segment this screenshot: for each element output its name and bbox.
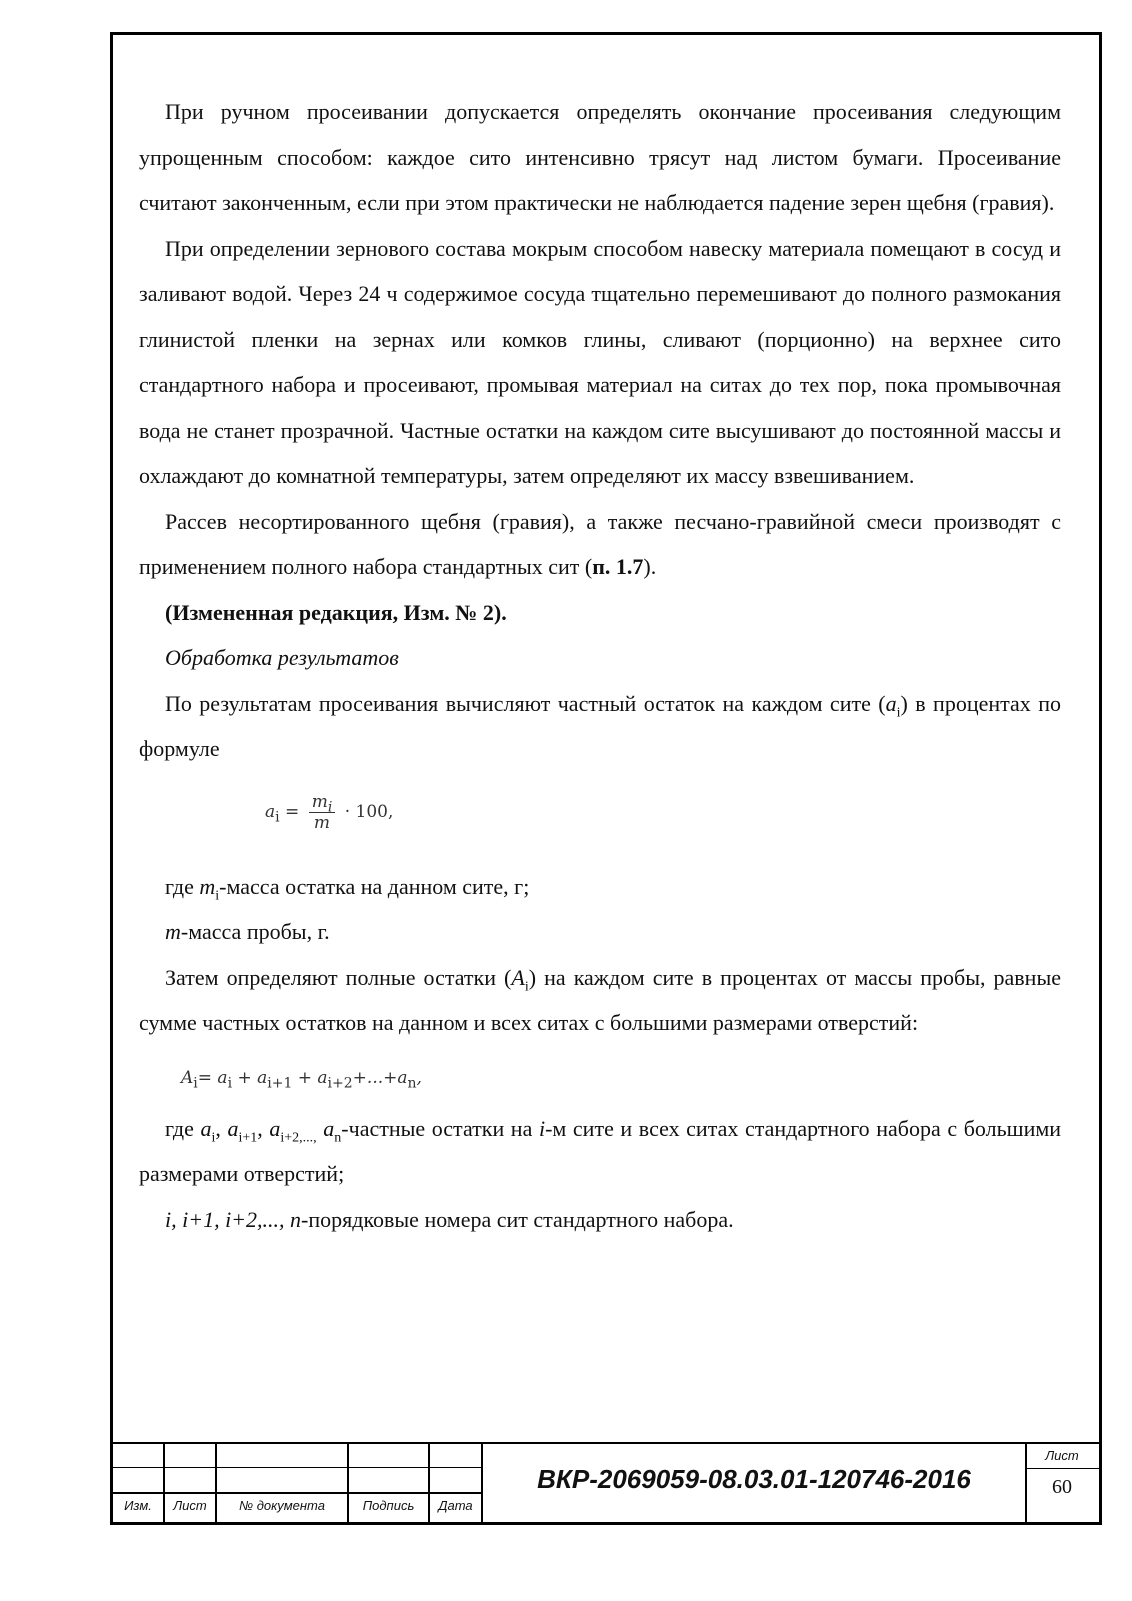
paragraph-text: По результатам просеивания вычисляют частный остаток на каждом сите ( bbox=[165, 690, 886, 716]
formula-sub: i+1 bbox=[267, 1074, 293, 1091]
subscript: i bbox=[524, 978, 529, 994]
formula-full-residue-text bbox=[181, 1056, 422, 1102]
formula-sub: i bbox=[275, 808, 280, 825]
paragraph-text: ) на каждом сите в процентах от массы пробы, равные сумме частных остатков на данном и всех ситах с большими размерами отверстий: bbox=[139, 964, 1062, 1035]
document-code: ВКР-2069059-08.03.01-120746-2016 bbox=[537, 1464, 971, 1494]
document-sheet bbox=[110, 32, 1102, 1525]
formula-var: a bbox=[265, 801, 276, 822]
paragraph-text: -порядковые номера сит стандартного набора. bbox=[301, 1206, 734, 1232]
paragraph-where-mi bbox=[139, 864, 1061, 910]
formula-term: + a bbox=[232, 1067, 268, 1088]
paragraph-text: ). bbox=[643, 554, 657, 579]
body-text bbox=[139, 89, 1061, 1242]
paragraph-text: где bbox=[165, 1115, 201, 1141]
subscript: i+1 bbox=[238, 1129, 258, 1145]
formula-sub: i bbox=[193, 1074, 198, 1091]
col-izm-label: Изм. bbox=[124, 1498, 152, 1513]
paragraph-text: -м сите и всех ситах стандартного набора с большими размерами отверстий; bbox=[139, 1115, 1062, 1186]
variable: i, i+1, i+2,..., n bbox=[165, 1206, 302, 1232]
paragraph-indices bbox=[139, 1197, 1061, 1243]
formula-sub: i+2 bbox=[327, 1074, 353, 1091]
paragraph-wet-method: При определении зернового состава мокрым способом навеску материала помещают в сосуд и заливают водой. Через 24 ч содержимое сосуда тщательно перемешивают до полного размокания глинистой пленки на зернах или комков глины, сливают (порционно) на верхнее сито стандартного набора и просеивают, промывая материал на ситах до тех пор, пока промывочная вода не станет прозрачной. Частные остатки на каждом сите высушивают до постоянной массы и охлаждают до комнатной температуры, затем определяют их массу взвешиванием. bbox=[139, 235, 1061, 488]
paragraph-sieving-manual: При ручном просеивании допускается определять окончание просеивания следующим упрощенным способом: каждое сито интенсивно трясут над листом бумаги. Просеивание считают законченным, если при этом практически не наблюдается падение зерен щебня (гравия). bbox=[139, 99, 1061, 215]
paragraph-text: ) в процентах по формуле bbox=[139, 690, 1061, 761]
subscript: i bbox=[211, 1129, 216, 1145]
formula-denominator: m bbox=[313, 812, 331, 833]
variable: a bbox=[885, 690, 897, 716]
formula-term: +...+a bbox=[352, 1067, 408, 1088]
variable: a bbox=[323, 1115, 335, 1141]
paragraph-text: -масса пробы, г. bbox=[180, 919, 330, 944]
sheet-number: 60 bbox=[1052, 1476, 1072, 1498]
formula-sub: i bbox=[327, 798, 333, 815]
title-block bbox=[113, 1442, 1099, 1522]
col-list-label: Лист bbox=[173, 1498, 207, 1513]
formula-eq: = bbox=[285, 801, 300, 822]
col-sign-label: Подпись bbox=[362, 1498, 415, 1513]
section-heading bbox=[139, 635, 1061, 681]
variable: a bbox=[227, 1115, 239, 1141]
variable: m bbox=[199, 873, 216, 899]
variable: a bbox=[269, 1115, 281, 1141]
paragraph-text: Затем определяют полные остатки ( bbox=[165, 964, 512, 990]
col-doc-label: № документа bbox=[239, 1498, 325, 1513]
variable: a bbox=[200, 1115, 212, 1141]
variable: m bbox=[165, 919, 181, 944]
paragraph-text: -масса остатка на данном сите, г; bbox=[219, 873, 530, 899]
subscript: i bbox=[896, 704, 901, 720]
subscript: i+2,..., bbox=[280, 1129, 317, 1145]
formula-full-residue bbox=[139, 1046, 1061, 1106]
variable: A bbox=[511, 964, 525, 990]
formula-term: , bbox=[416, 1067, 422, 1088]
formula-term: = a bbox=[197, 1067, 228, 1088]
subscript: i bbox=[215, 887, 220, 903]
formula-term: + a bbox=[292, 1067, 328, 1088]
paragraph-text: Рассев несортированного щебня (гравия), а также песчано-гравийной смеси производят с применением полного набора стандартных сит ( bbox=[139, 508, 1061, 579]
paragraph-screening bbox=[139, 499, 1061, 590]
variable: i bbox=[538, 1115, 546, 1141]
subscript: n bbox=[334, 1129, 342, 1145]
formula-fraction bbox=[309, 792, 336, 833]
paragraph-text: где bbox=[165, 873, 200, 899]
formula-partial-residue bbox=[139, 772, 1061, 864]
paragraph-text: -частные остатки на bbox=[341, 1115, 539, 1141]
revision-note: (Измененная редакция, Изм. № 2). bbox=[165, 599, 507, 625]
formula-numerator: m bbox=[311, 791, 328, 812]
paragraph-where-m bbox=[139, 909, 1061, 955]
sheet-label: Лист bbox=[1045, 1448, 1079, 1463]
paragraph-where-ai: где $a_i$, $a_{i+1}$, $a_{i+2,...,}$ $a_n$-частные остатки на i-м сите и всех ситах стандартного набора с большими размерами отверстий; bbox=[139, 1115, 1062, 1186]
paragraph-partial-residue bbox=[139, 681, 1061, 772]
reference: п. 1.7 bbox=[592, 554, 644, 579]
formula-sub: n bbox=[407, 1074, 417, 1091]
paragraph-revision bbox=[139, 590, 1061, 636]
formula-tail: · 100, bbox=[344, 801, 394, 822]
formula-term: A bbox=[181, 1067, 194, 1088]
section-heading-text: Обработка результатов bbox=[165, 645, 399, 670]
paragraph-full-residue bbox=[139, 955, 1061, 1046]
formula-sub: i bbox=[227, 1074, 233, 1091]
col-date-label: Дата bbox=[438, 1498, 473, 1513]
